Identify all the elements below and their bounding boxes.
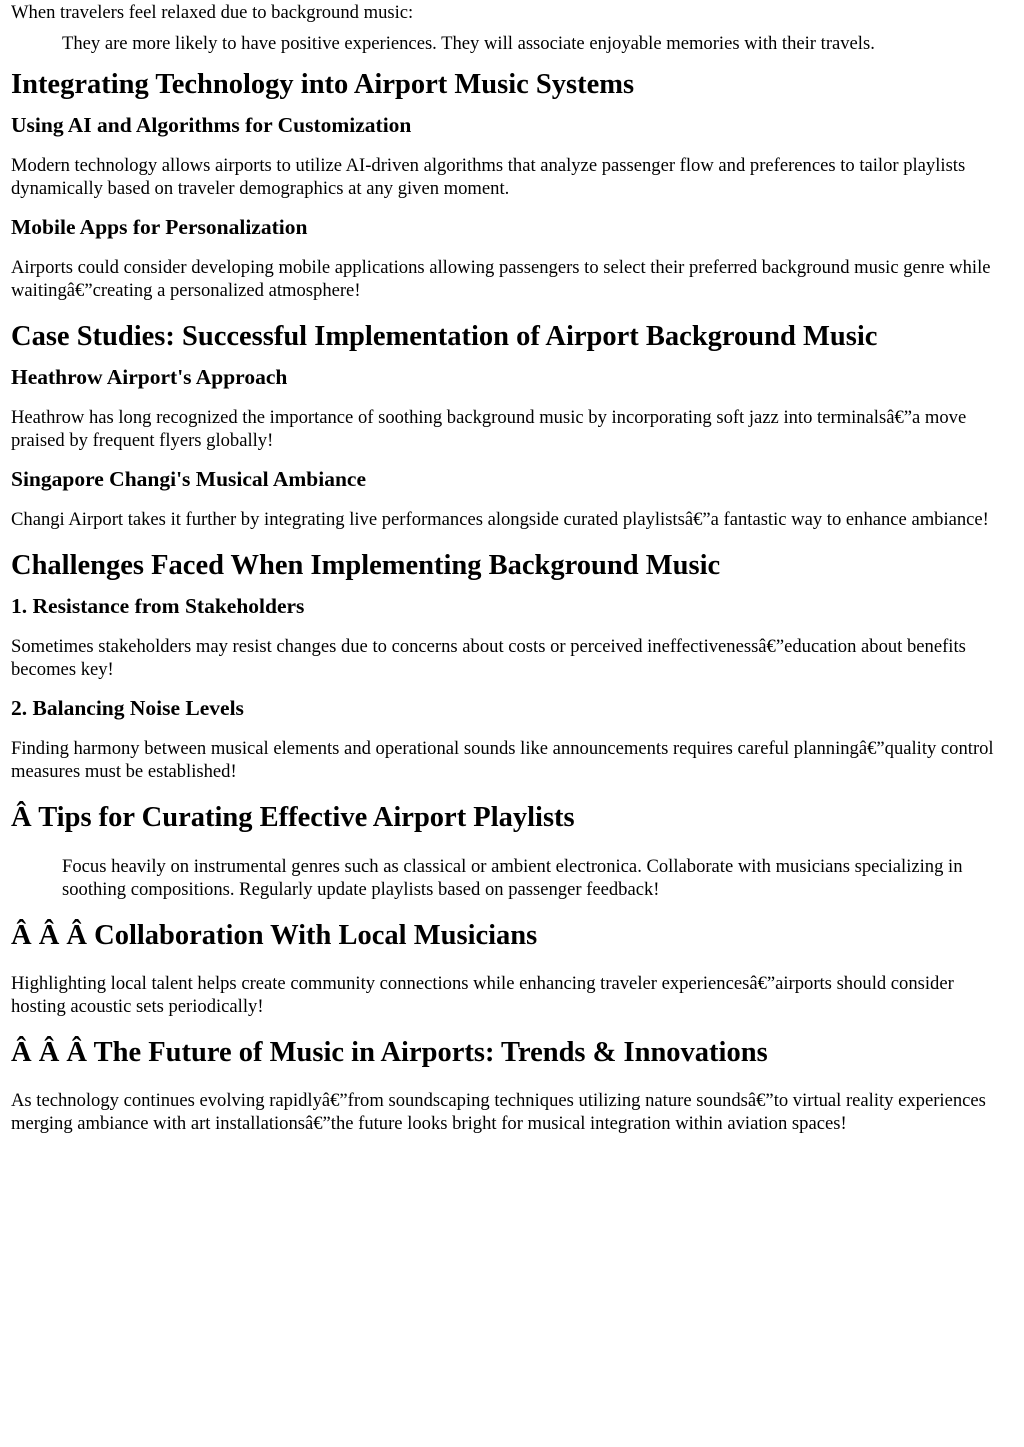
subheading-resistance: 1. Resistance from Stakeholders bbox=[11, 594, 305, 618]
subheading-changi: Singapore Changi's Musical Ambiance bbox=[11, 467, 367, 491]
heading-integrating-technology: Integrating Technology into Airport Music Systems bbox=[11, 69, 635, 100]
paragraph-noise-levels: Finding harmony between musical elements and operational sounds like announcements requires careful planningâ€”quality control measures must be established! bbox=[11, 738, 994, 782]
paragraph-ai-algorithms: Modern technology allows airports to utilize AI-driven algorithms that analyze passenger flow and preferences to tailor playlists dynamically based on traveler demographics at any given moment. bbox=[11, 155, 966, 199]
heading-case-studies: Case Studies: Successful Implementation of Airport Background Music bbox=[11, 321, 878, 352]
tips-quote: Focus heavily on instrumental genres such as classical or ambient electronica. Collaborate with musicians specializing in soothing compositions. Regularly update playlists based on passenger feedback! bbox=[62, 856, 963, 900]
subheading-noise-levels: 2. Balancing Noise Levels bbox=[11, 696, 244, 720]
paragraph-changi: Changi Airport takes it further by integrating live performances alongside curated playlistsâ€”a fantastic way to enhance ambiance! bbox=[11, 509, 989, 530]
subheading-ai-algorithms: Using AI and Algorithms for Customization bbox=[11, 113, 412, 137]
heading-challenges: Challenges Faced When Implementing Background Music bbox=[11, 550, 721, 581]
paragraph-mobile-apps: Airports could consider developing mobile applications allowing passengers to select their preferred background music genre while waitingâ€”creating a personalized atmosphere! bbox=[11, 257, 991, 301]
heading-future: Â Â Â The Future of Music in Airports: Trends & Innovations bbox=[11, 1037, 768, 1068]
paragraph-future: As technology continues evolving rapidlyâ€”from soundscaping techniques utilizing nature soundsâ€”to virtual reality experiences merging ambiance with art installationsâ€”the future looks bright for musical integration within aviation spaces! bbox=[11, 1090, 986, 1134]
subheading-mobile-apps: Mobile Apps for Personalization bbox=[11, 215, 308, 239]
intro-text: When travelers feel relaxed due to background music: bbox=[11, 2, 414, 23]
subheading-heathrow: Heathrow Airport's Approach bbox=[11, 365, 288, 389]
article bbox=[0, 1, 1024, 1135]
heading-local-musicians: Â Â Â Collaboration With Local Musicians bbox=[11, 920, 538, 951]
intro-quote: They are more likely to have positive experiences. They will associate enjoyable memories with their travels. bbox=[62, 33, 875, 54]
paragraph-heathrow: Heathrow has long recognized the importance of soothing background music by incorporating soft jazz into terminalsâ€”a move praised by frequent flyers globally! bbox=[11, 407, 967, 451]
paragraph-resistance: Sometimes stakeholders may resist changes due to concerns about costs or perceived ineffectivenessâ€”education about benefits becomes key! bbox=[11, 636, 966, 680]
paragraph-local-musicians: Highlighting local talent helps create community connections while enhancing traveler experiencesâ€”airports should consider hosting acoustic sets periodically! bbox=[11, 973, 954, 1017]
heading-tips: Â Tips for Curating Effective Airport Playlists bbox=[11, 802, 575, 833]
